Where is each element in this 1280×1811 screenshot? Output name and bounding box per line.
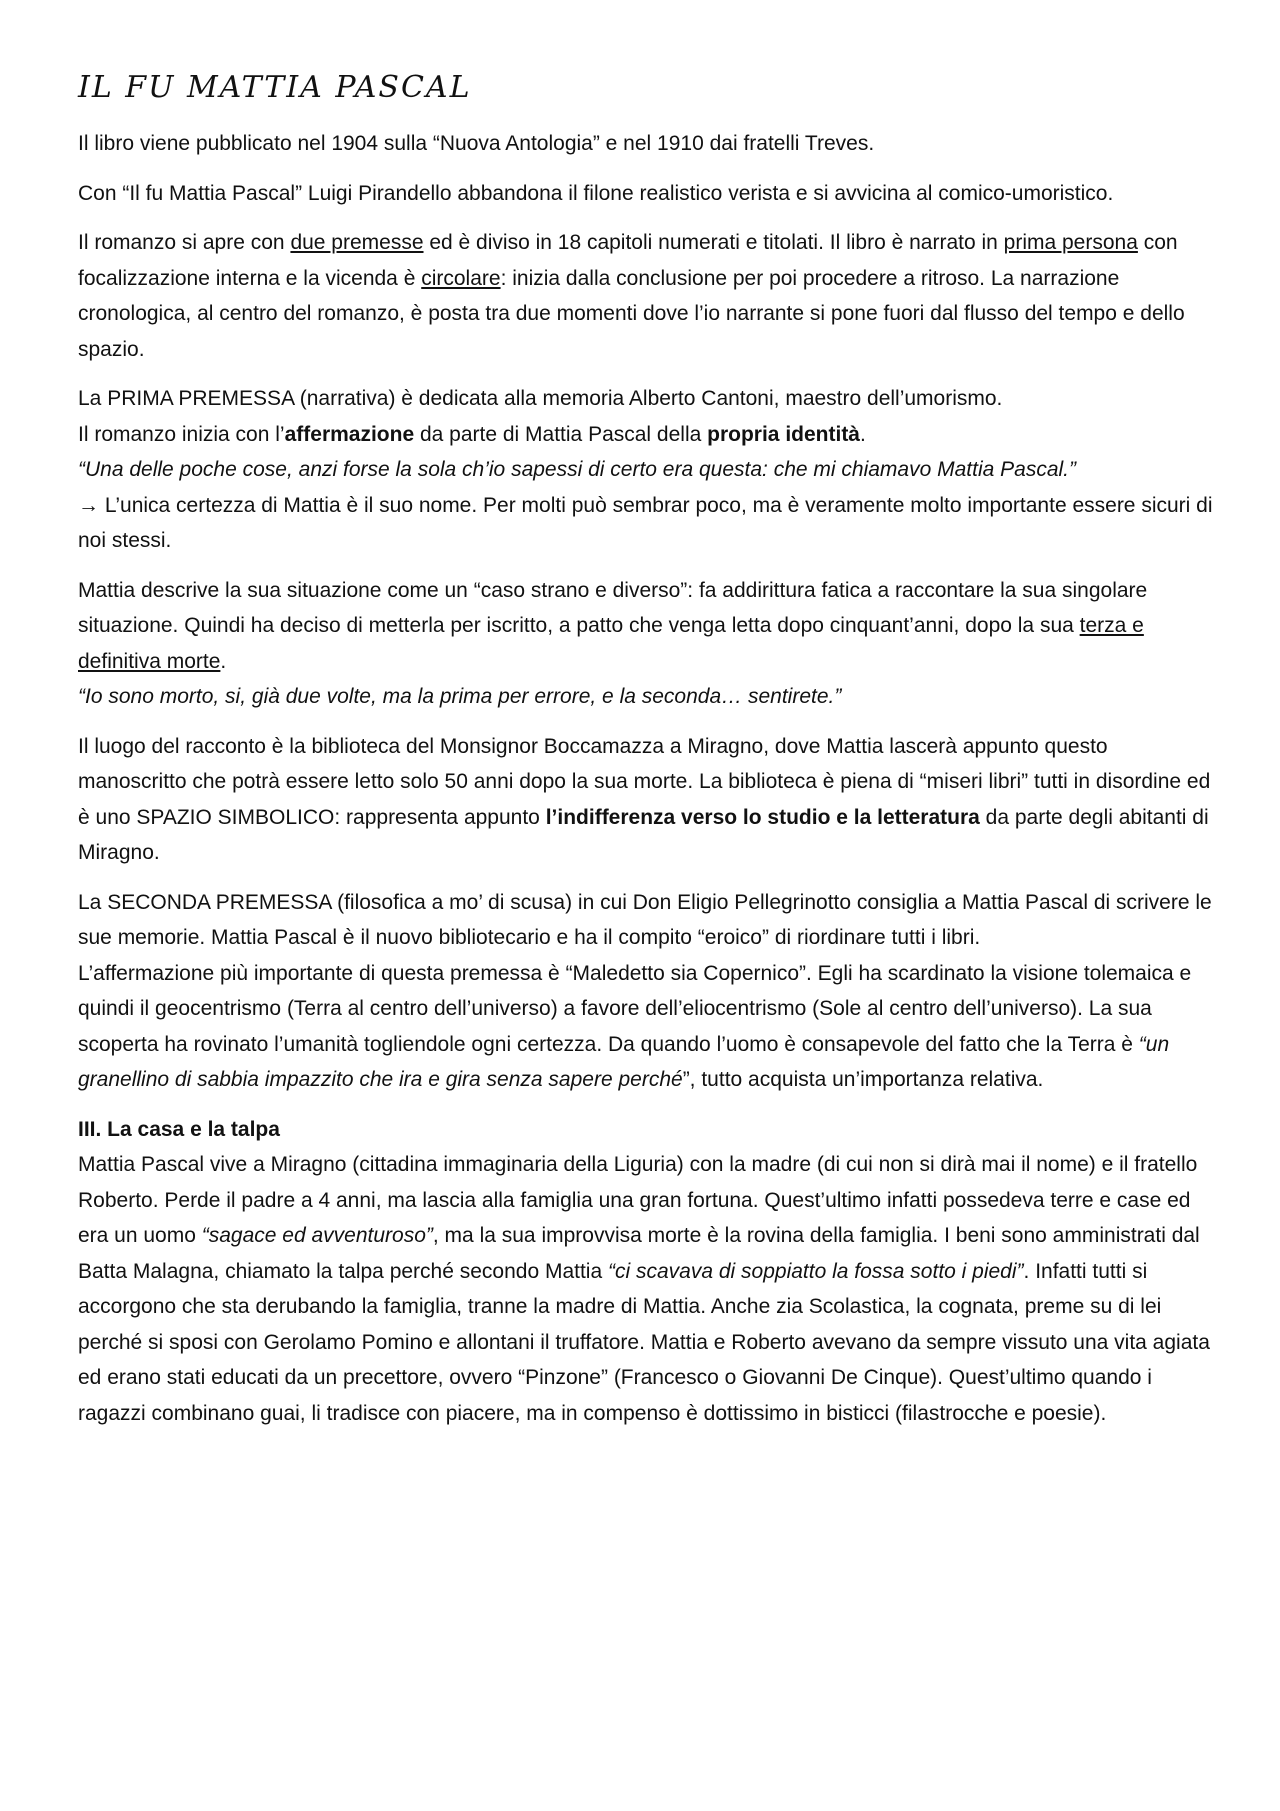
italic-fossa: “ci scavava di soppiatto la fossa sotto i piedi” — [607, 1259, 1024, 1283]
identity-line — [78, 417, 1218, 453]
text-span: . Infatti tutti si accorgono che sta derubando la famiglia, tranne la madre di Mattia. Anche zia Scolastica, la cognata, preme su di lei perché si sposi con Gerolamo Pomino e allontani il truffatore. Mattia e Roberto avevano da sempre vissuto una vita agiata ed erano stati educati da un precettore, ovvero “Pinzone” (Francesco o Giovanni De Cinque). Quest’ultimo quando i ragazzi combinano guai, li tradisce con piacere, ma in compenso è dottissimo in bisticci (filastrocche e poesie). — [78, 1259, 1210, 1425]
text-span: : inizia dalla conclusione per poi procedere a ritroso. La narrazione cronologica, al centro del romanzo, è posta tra due momenti dove l’io narrante si pone fuori dal flusso del tempo e dello spazio. — [78, 266, 1185, 361]
paragraph-publication: Il libro viene pubblicato nel 1904 sulla “Nuova Antologia” e nel 1910 dai fratelli Treves. — [78, 132, 875, 155]
text-span: Mattia descrive la sua situazione come un “caso strano e diverso”: fa addirittura fatica a raccontare la sua singolare situazione. Quindi ha deciso di metterla per iscritto, a patto che venga letta dopo cinquant’anni, dopo la sua — [78, 578, 1148, 637]
paragraph-pirandello: Con “Il fu Mattia Pascal” Luigi Pirandello abbandona il filone realistico verista e si avvicina al comico-umoristico. — [78, 181, 1114, 205]
text-span: . — [860, 422, 866, 446]
paragraph-seconda-premessa — [78, 885, 1218, 1098]
prima-premessa-line: La PRIMA PREMESSA (narrativa) è dedicata alla memoria Alberto Cantoni, maestro dell’umorismo. — [78, 387, 1003, 410]
text-span: Il luogo del racconto è la biblioteca del Monsignor Boccamazza a Miragno, dove Mattia lascerà appunto questo manoscritto che potrà essere letto solo 50 anni dopo la sua morte. La biblioteca è piena di “miseri libri” tutti in disordine ed è uno SPAZIO SIMBOLICO: rappresenta appunto — [78, 734, 1211, 829]
bold-propria-identita: propria identità — [707, 422, 860, 446]
text-span: ed è diviso in 18 capitoli numerati e titolati. Il libro è narrato in — [423, 231, 1004, 254]
italic-granellino: “un granellino di sabbia impazzito che ira e gira senza sapere perché — [78, 1032, 1170, 1091]
paragraph-biblioteca — [78, 729, 1218, 871]
text-span: ”, tutto acquista un’importanza relativa. — [682, 1068, 1044, 1091]
text-span: . — [220, 649, 227, 673]
text-span: da parte di Mattia Pascal della — [414, 422, 708, 446]
underlined-prima-persona: prima persona — [1003, 231, 1138, 254]
underlined-circolare: circolare — [421, 266, 501, 290]
underlined-due-premesse: due premesse — [290, 231, 424, 254]
underlined-terza-morte: terza e definitiva morte — [78, 614, 1144, 673]
text-span: Il romanzo si apre con — [78, 231, 291, 254]
paragraph-structure — [78, 225, 1218, 367]
quote-identity: “Una delle poche cose, anzi forse la sola ch’io sapessi di certo era questa: che mi chiamavo Mattia Pascal.” — [78, 458, 1076, 481]
text-span: L’affermazione più importante di questa premessa è “Maledetto sia Copernico”. Egli ha scardinato la visione tolemaica e quindi il geocentrismo (Terra al centro dell’universo) a favore dell’eliocentrismo (Sole al centro dell’universo). La sua scoperta ha rovinato l’umanità togliendole ogni certezza. Da quando l’uomo è consapevole del fatto che la Terra è — [78, 961, 1192, 1056]
paragraph-caso-strano — [78, 573, 1218, 715]
text-span: da parte degli abitanti di Miragno. — [78, 805, 1209, 864]
bold-affermazione: affermazione — [284, 422, 415, 446]
paragraph-prima-premessa — [78, 381, 1218, 559]
italic-sagace: “sagace ed avventuroso” — [201, 1224, 433, 1247]
text-span: con focalizzazione interna e la vicenda è — [78, 231, 1178, 290]
text-span: Il romanzo inizia con l’ — [78, 422, 285, 446]
bold-indifferenza: l’indifferenza verso lo studio e la letteratura — [545, 805, 980, 829]
section-heading: III. La casa e la talpa — [78, 1117, 280, 1141]
text-span: L’unica certezza di Mattia è il suo nome. Per molti può sembrar poco, ma è veramente molto importante essere sicuri di noi stessi. — [78, 493, 1213, 552]
document-title: IL FU MATTIA PASCAL — [78, 70, 472, 105]
seconda-premessa-line: La SECONDA PREMESSA (filosofica a mo’ di scusa) in cui Don Eligio Pellegrinotto consiglia a Mattia Pascal di scrivere le sue memorie. Mattia Pascal è il nuovo bibliotecario e ha il compito “eroico” di riordinare tutti i libri. — [78, 890, 1212, 949]
text-span: , ma la sua improvvisa morte è la rovina della famiglia. I beni sono amministrati dal Batta Malagna, chiamato la talpa perché secondo Mattia — [78, 1224, 1200, 1283]
text-span: Mattia Pascal vive a Miragno (cittadina immaginaria della Liguria) con la madre (di cui non si dirà mai il nome) e il fratello Roberto. Perde il padre a 4 anni, ma lascia alla famiglia una gran fortuna. Quest’ultimo infatti possedeva terre e case ed era un uomo — [78, 1153, 1198, 1247]
section-casa-talpa — [78, 1112, 1218, 1432]
document-page — [78, 68, 1218, 1445]
quote-morto: “Io sono morto, si, già due volte, ma la prima per errore, e la seconda… sentirete.” — [78, 685, 842, 708]
arrow-icon: → — [78, 493, 99, 517]
certainty-line — [78, 488, 1218, 559]
